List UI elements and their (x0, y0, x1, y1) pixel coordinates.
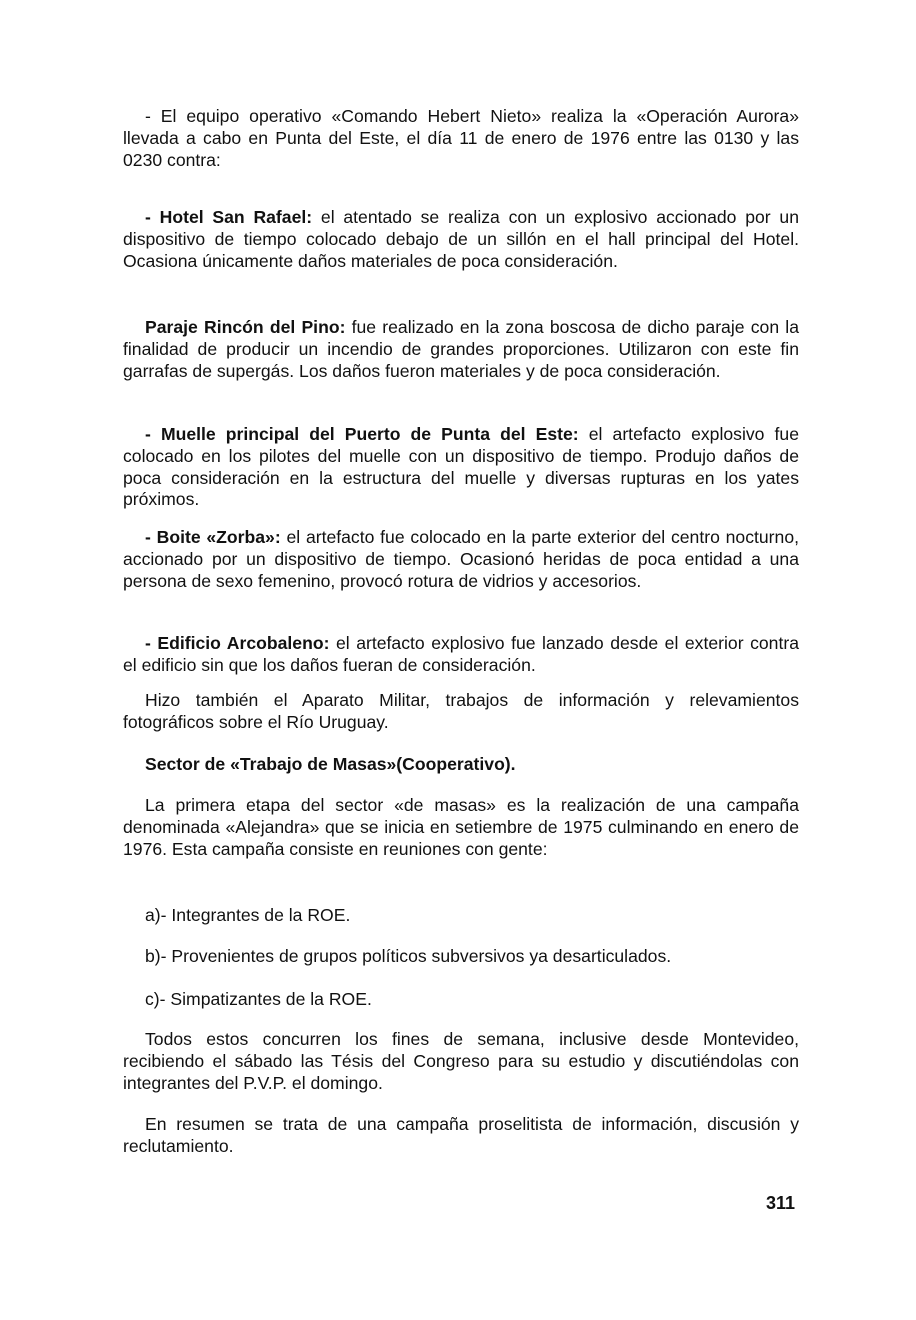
boite-title: - Boite «Zorba»: (145, 527, 281, 547)
paraje-paragraph (123, 317, 799, 382)
list-item-b: b)- Provenientes de grupos políticos subversivos ya desarticulados. (145, 946, 672, 966)
hotel-text: el atentado se realiza con un explosivo accionado por un dispositivo de tiempo colocado debajo de un sillón en el hall principal del Hotel. Ocasiona únicamente daños materiales de poca consideración. (123, 207, 799, 271)
paraje-text: fue realizado en la zona boscosa de dicho paraje con la finalidad de producir un incendio de grandes proporciones. Utilizaron con este fin garrafas de supergás. Los daños fueron materiales y de poca consideración. (123, 317, 799, 381)
section-heading: Sector de «Trabajo de Masas»(Cooperativo). (145, 754, 516, 774)
list-item-c: c)- Simpatizantes de la ROE. (145, 989, 372, 1009)
boite-text: el artefacto fue colocado en la parte exterior del centro nocturno, accionado por un dispositivo de tiempo. Ocasionó heridas de poca entidad a una persona de sexo femenino, provocó rotura de vidrios y accesorios. (123, 527, 800, 591)
boite-paragraph (123, 527, 799, 592)
paraje-title: Paraje Rincón del Pino: (145, 317, 346, 337)
hotel-paragraph (123, 207, 799, 272)
todos-paragraph: Todos estos concurren los fines de semana, inclusive desde Montevideo, recibiendo el sábado las Tésis del Congreso para su estudio y discutiéndolas con integrantes del P.V.P. el domingo. (123, 1029, 799, 1093)
aparato-paragraph: Hizo también el Aparato Militar, trabajos de información y relevamientos fotográficos sobre el Río Uruguay. (123, 690, 799, 732)
muelle-paragraph (123, 424, 799, 511)
muelle-title: - Muelle principal del Puerto de Punta del Este: (145, 424, 579, 444)
edificio-title: - Edificio Arcobaleno: (145, 633, 330, 653)
campana-paragraph: La primera etapa del sector «de masas» es la realización de una campaña denominada «Alejandra» que se inicia en setiembre de 1975 culminando en enero de 1976. Esta campaña consiste en reuniones con gente: (123, 795, 799, 859)
edificio-paragraph (123, 633, 799, 677)
page-number: 311 (766, 1193, 796, 1213)
hotel-title: - Hotel San Rafael: (145, 207, 313, 227)
intro-paragraph: - El equipo operativo «Comando Hebert Nieto» realiza la «Operación Aurora» llevada a cabo en Punta del Este, el día 11 de enero de 1976 entre las 0130 y las 0230 contra: (123, 106, 799, 170)
resumen-paragraph: En resumen se trata de una campaña proselitista de información, discusión y reclutamiento. (123, 1114, 799, 1156)
list-item-a: a)- Integrantes de la ROE. (145, 905, 351, 925)
edificio-text: el artefacto explosivo fue lanzado desde el exterior contra el edificio sin que los daños fueran de consideración. (123, 633, 799, 675)
muelle-text: el artefacto explosivo fue colocado en los pilotes del muelle con un dispositivo de tiempo. Produjo daños de poca consideración en la estructura del muelle y diversas rupturas en los yates próximos. (123, 424, 799, 510)
